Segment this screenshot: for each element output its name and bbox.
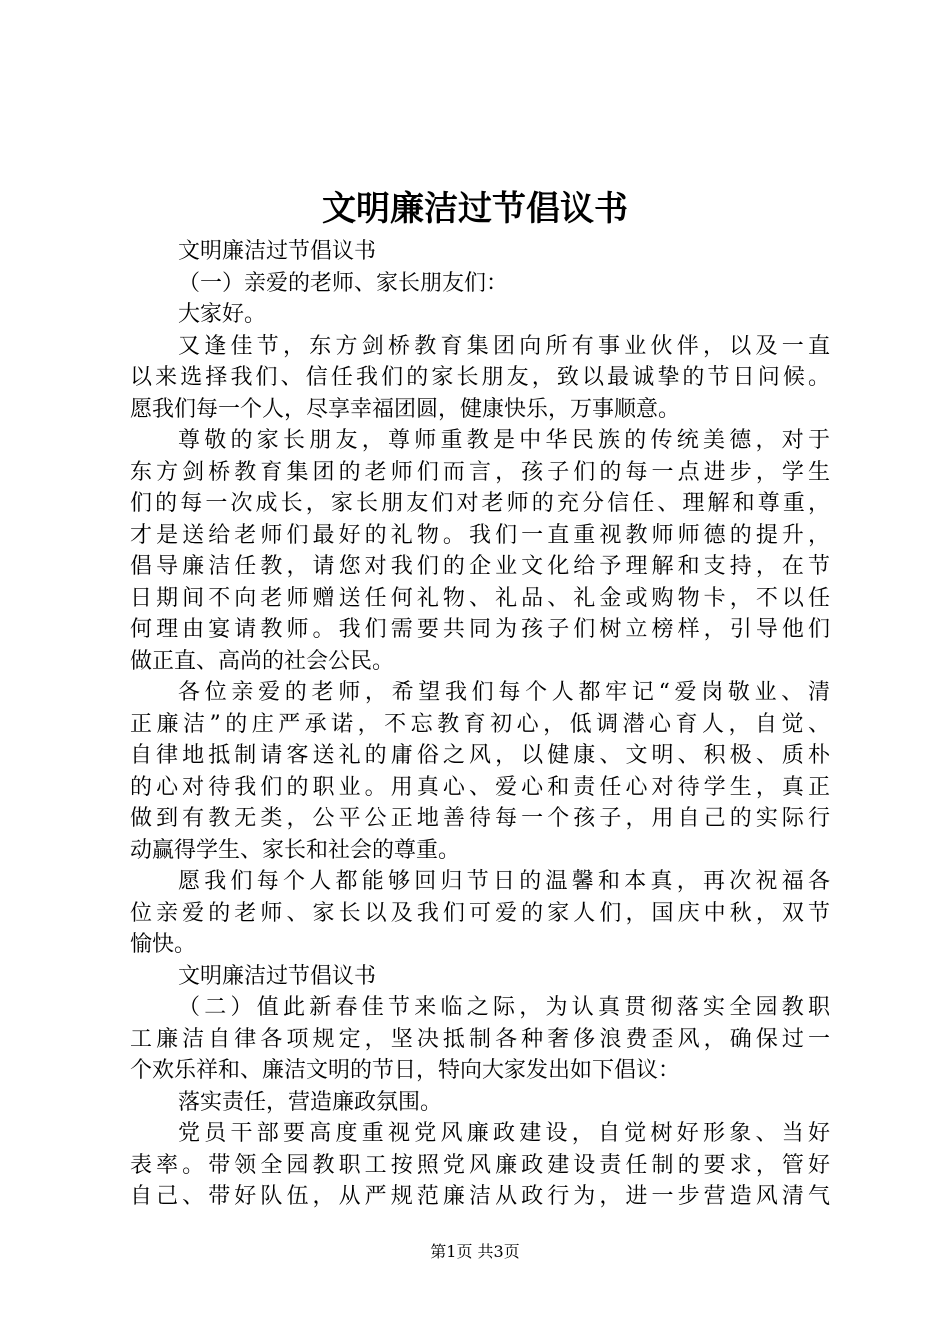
text-line: 愿我们每一个人，尽享幸福团圆，健康快乐，万事顺意。 (130, 396, 681, 422)
text-line: 才是送给老师们最好的礼物。我们一直重视教师师德的提升， (130, 522, 830, 548)
text-line: 正廉洁”的庄严承诺，不忘教育初心，低调潜心育人，自觉、 (130, 711, 830, 737)
text-line: 何理由宴请教师。我们需要共同为孩子们树立榜样，引导他们 (130, 617, 830, 642)
text-line: 党员干部要高度重视党风廉政建设，自觉树好形象、当好 (178, 1121, 830, 1146)
text-line: 愿我们每个人都能够回归节日的温馨和本真，再次祝福各 (178, 869, 830, 894)
text-line: 各位亲爱的老师，希望我们每个人都牢记“爱岗敬业、清 (178, 680, 830, 705)
text-line: （二）值此新春佳节来临之际，为认真贯彻落实全园教职 (178, 995, 830, 1020)
text-line: 做到有教无类，公平公正地善待每一个孩子，用自己的实际行 (130, 806, 830, 831)
text-line: 尊敬的家长朋友，尊师重教是中华民族的传统美德，对于 (178, 428, 830, 453)
document-body (130, 236, 830, 1213)
text-line: （一）亲爱的老师、家长朋友们： (178, 270, 509, 296)
text-line: 倡导廉洁任教，请您对我们的企业文化给予理解和支持，在节 (130, 554, 830, 579)
text-line: 动赢得学生、家长和社会的尊重。 (130, 837, 461, 863)
text-line: 位亲爱的老师、家长以及我们可爱的家人们，国庆中秋，双节 (130, 900, 830, 926)
text-line: 自己、带好队伍，从严规范廉洁从政行为，进一步营造风清气 (130, 1184, 830, 1209)
page-footer: 第1页 共3页 (430, 1242, 520, 1261)
text-line: 以来选择我们、信任我们的家长朋友，致以最诚挚的节日问候。 (130, 365, 830, 390)
text-line: 大家好。 (178, 302, 267, 327)
text-line: 自律地抵制请客送礼的庸俗之风，以健康、文明、积极、质朴 (130, 743, 830, 768)
text-line: 做正直、高尚的社会公民。 (130, 648, 395, 674)
text-line: 日期间不向老师赠送任何礼物、礼品、礼金或购物卡，不以任 (130, 585, 830, 611)
document-title: 文明廉洁过节倡议书 (322, 189, 628, 229)
text-line: 表率。带领全园教职工按照党风廉政建设责任制的要求，管好 (130, 1152, 830, 1178)
text-line: 工廉洁自律各项规定，坚决抵制各种奢侈浪费歪风，确保过一 (130, 1026, 830, 1052)
text-line: 文明廉洁过节倡议书 (178, 239, 377, 264)
text-line: 们的每一次成长，家长朋友们对老师的充分信任、理解和尊重， (130, 491, 830, 516)
text-line: 文明廉洁过节倡议书 (178, 963, 377, 989)
text-line: 愉快。 (130, 932, 197, 957)
text-line: 的心对待我们的职业。用真心、爱心和责任心对待学生，真正 (130, 774, 830, 800)
text-line: 又逢佳节，东方剑桥教育集团向所有事业伙伴，以及一直 (178, 333, 830, 359)
text-line: 东方剑桥教育集团的老师们而言，孩子们的每一点进步，学生 (130, 459, 830, 485)
text-line: 个欢乐祥和、廉洁文明的节日，特向大家发出如下倡议： (130, 1058, 681, 1083)
text-line: 落实责任，营造廉政氛围。 (178, 1089, 443, 1115)
